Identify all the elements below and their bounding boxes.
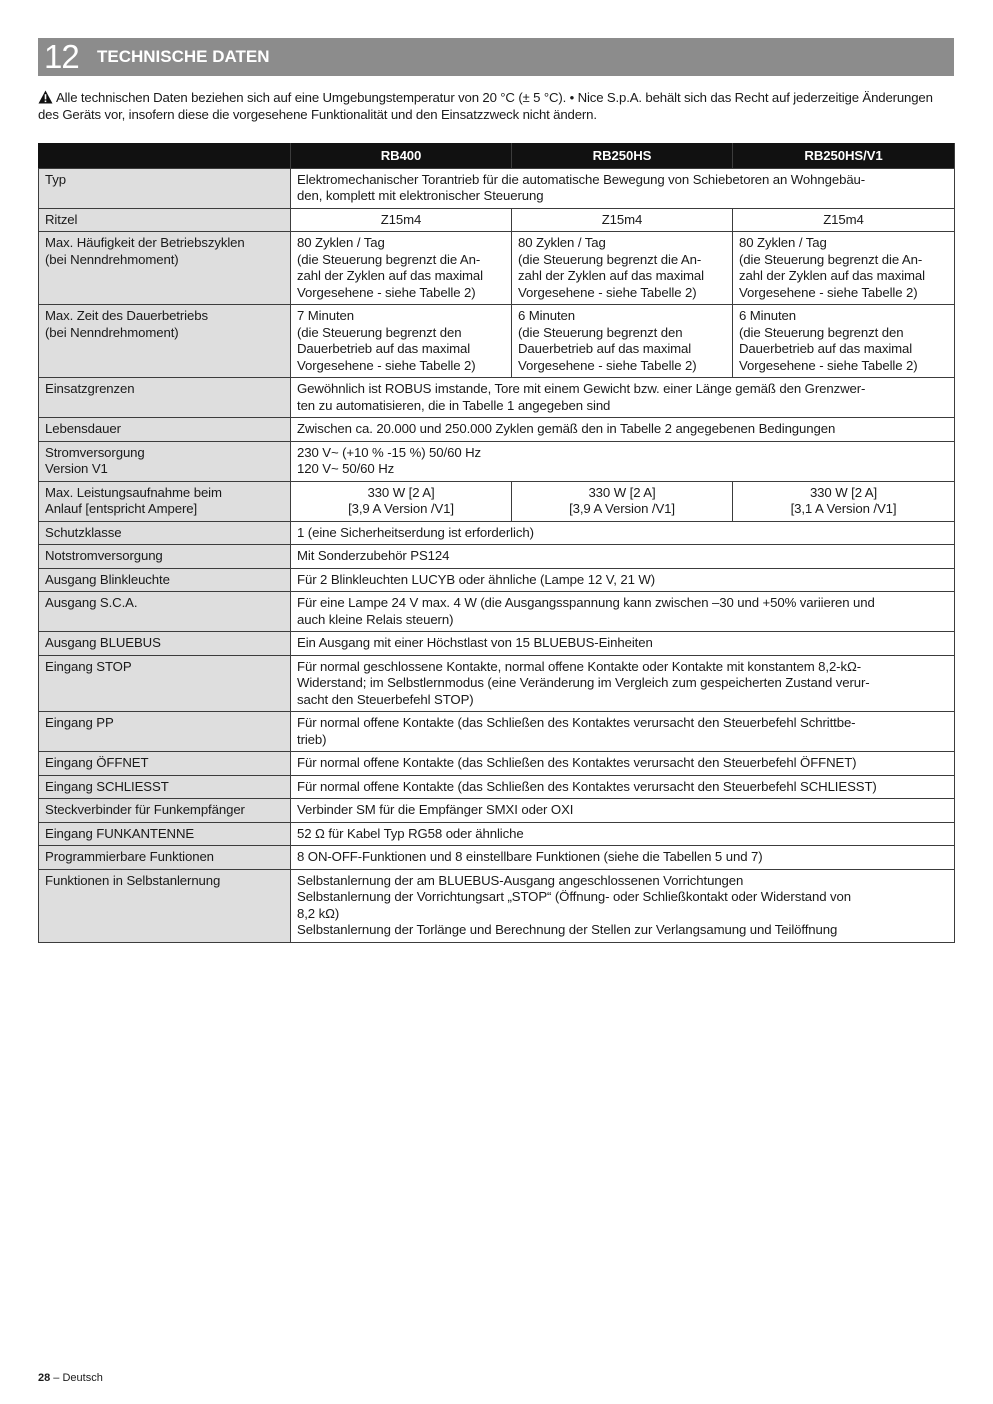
cell-line: (die Steuerung begrenzt die An- <box>739 251 923 267</box>
cell-line: Notstromversorgung <box>45 548 163 563</box>
table-row <box>39 822 955 846</box>
cell-line: 8,2 kΩ) <box>297 905 340 921</box>
table-row <box>39 305 955 378</box>
cell-line: Max. Häufigkeit der Betriebszyklen <box>45 235 245 250</box>
cell-line: Selbstanlernung der am BLUEBUS-Ausgang angeschlossenen Vorrichtungen <box>297 872 744 888</box>
row-label <box>39 521 291 545</box>
row-label <box>39 568 291 592</box>
cell-line: Verbinder SM für die Empfänger SMXI oder OXI <box>297 802 574 817</box>
cell-line: [3,1 A Version /V1] <box>790 501 897 516</box>
table-row <box>39 752 955 776</box>
cell-line: 120 V~ 50/60 Hz <box>297 461 395 476</box>
row-label <box>39 232 291 305</box>
note-text: Alle technischen Daten beziehen sich auf eine Umgebungstemperatur von 20 °C (± 5 °C). • Nice S.p.A. behält sich das Recht auf jederzeitige Änderungen des Geräts vor, insofern diese die vorgesehene Funktionalität und den Einsatzzweck nicht ändern. <box>38 90 933 122</box>
row-label <box>39 305 291 378</box>
cell-line: 6 Minuten <box>739 308 797 323</box>
cell-line: Vorgesehene - siehe Tabelle 2) <box>297 357 476 373</box>
cell-line: Eingang ÖFFNET <box>45 755 149 770</box>
page-number: 28 <box>38 1372 51 1384</box>
cell-line: Eingang SCHLIESST <box>45 778 169 794</box>
cell-line: Z15m4 <box>823 211 864 227</box>
row-value <box>291 592 955 632</box>
header-cell-rb250hs: RB250HS <box>512 144 733 169</box>
row-label <box>39 208 291 232</box>
row-value <box>291 168 955 208</box>
table-row <box>39 418 955 442</box>
table-row <box>39 168 955 208</box>
cell-line: Vorgesehene - siehe Tabelle 2) <box>739 357 918 373</box>
cell-line: (bei Nenndrehmoment) <box>45 251 179 267</box>
cell-line: 80 Zyklen / Tag <box>297 235 385 250</box>
cell-line: (die Steuerung begrenzt den <box>739 324 904 340</box>
cell-line: 330 W [2 A] <box>588 484 656 500</box>
cell-line: Max. Zeit des Dauerbetriebs <box>45 308 208 323</box>
row-value <box>291 521 955 545</box>
section-header <box>38 38 954 76</box>
warning-icon <box>38 90 53 104</box>
cell-line: Widerstand; im Selbstlernmodus (eine Veränderung im Vergleich zum gespeicherten Zustand verur- <box>297 675 870 690</box>
cell-line: Vorgesehene - siehe Tabelle 2) <box>518 357 697 373</box>
row-value <box>733 232 955 305</box>
cell-line: Eingang PP <box>45 715 114 730</box>
row-label <box>39 712 291 752</box>
cell-line: Z15m4 <box>601 211 643 227</box>
table-row <box>39 378 955 418</box>
cell-line: 80 Zyklen / Tag <box>739 235 827 250</box>
cell-line: Lebensdauer <box>45 421 121 436</box>
row-value <box>733 208 955 232</box>
row-value <box>291 568 955 592</box>
table-row <box>39 592 955 632</box>
cell-line: Ritzel <box>45 211 78 227</box>
cell-line: Programmierbare Funktionen <box>45 849 214 864</box>
table-row <box>39 712 955 752</box>
row-value <box>733 305 955 378</box>
table-row <box>39 655 955 712</box>
row-label <box>39 168 291 208</box>
table-row <box>39 799 955 823</box>
cell-line: [3,9 A Version /V1] <box>348 501 454 516</box>
cell-line: [3,9 A Version /V1] <box>569 501 675 516</box>
section-title: TECHNISCHE DATEN <box>97 47 270 66</box>
cell-line: zahl der Zyklen auf das maximal <box>739 268 926 283</box>
row-label <box>39 441 291 481</box>
row-value <box>291 305 512 378</box>
cell-line: zahl der Zyklen auf das maximal <box>297 268 484 283</box>
row-value <box>291 752 955 776</box>
cell-line: 330 W [2 A] <box>367 484 435 500</box>
cell-line: Für normal offene Kontakte (das Schließen des Kontaktes verursacht den Steuerbefehl Schrittbe- <box>297 715 856 730</box>
cell-line: Funktionen in Selbstanlernung <box>45 872 221 888</box>
header-cell-rb250hs-v1: RB250HS/V1 <box>733 144 955 169</box>
row-value <box>291 712 955 752</box>
cell-line: Vorgesehene - siehe Tabelle 2) <box>297 284 476 300</box>
cell-line: (die Steuerung begrenzt den <box>518 324 683 340</box>
cell-line: (die Steuerung begrenzt die An- <box>297 251 481 267</box>
cell-line: Ein Ausgang mit einer Höchstlast von 15 BLUEBUS-Einheiten <box>297 635 653 650</box>
row-label <box>39 418 291 442</box>
cell-line: Für eine Lampe 24 V max. 4 W (die Ausgangsspannung kann zwischen –30 und +50% variieren und <box>297 595 875 610</box>
cell-line: 230 V~ (+10 % -15 %) 50/60 Hz <box>297 444 482 460</box>
table-row <box>39 869 955 942</box>
cell-line: Gewöhnlich ist ROBUS imstande, Tore mit einem Gewicht bzw. einer Länge gemäß den Grenzwer- <box>297 381 866 396</box>
cell-line: 8 ON-OFF-Funktionen und 8 einstellbare Funktionen (siehe die Tabellen 5 und 7) <box>297 849 763 864</box>
footer-separator: – <box>50 1372 63 1384</box>
cell-line: Ausgang S.C.A. <box>45 595 138 610</box>
row-label <box>39 799 291 823</box>
cell-line: Vorgesehene - siehe Tabelle 2) <box>518 284 697 300</box>
cell-line: den, komplett mit elektronischer Steuerung <box>297 188 544 203</box>
row-label <box>39 632 291 656</box>
cell-line: Für normal offene Kontakte (das Schließen des Kontaktes verursacht den Steuerbefehl ÖFFNET) <box>297 755 857 770</box>
row-value <box>291 655 955 712</box>
cell-line: (bei Nenndrehmoment) <box>45 324 179 340</box>
cell-line: Eingang STOP <box>45 658 132 674</box>
cell-line: 80 Zyklen / Tag <box>518 235 606 250</box>
row-label <box>39 846 291 870</box>
cell-line: Selbstanlernung der Torlänge und Berechnung der Stellen zur Verlangsamung und Teilöffnung <box>297 922 838 937</box>
row-value <box>512 208 733 232</box>
row-label <box>39 545 291 569</box>
cell-line: Schutzklasse <box>45 524 122 540</box>
cell-line: Elektromechanischer Torantrieb für die automatische Bewegung von Schiebetoren an Wohngebäu- <box>297 171 866 187</box>
cell-line: Für normal geschlossene Kontakte, normal offene Kontakte oder Kontakte mit konstantem 8,2-kΩ- <box>297 658 862 674</box>
cell-line: trieb) <box>297 731 327 747</box>
cell-line: Dauerbetrieb auf das maximal <box>739 341 913 356</box>
cell-line: Dauerbetrieb auf das maximal <box>518 341 692 356</box>
footer-language: Deutsch <box>62 1372 103 1384</box>
row-value <box>291 799 955 823</box>
row-label <box>39 378 291 418</box>
cell-line: Ausgang BLUEBUS <box>45 635 161 650</box>
section-number: 12 <box>44 38 79 75</box>
table-header-row <box>39 144 955 169</box>
cell-line: Steckverbinder für Funkempfänger <box>45 802 245 817</box>
row-label <box>39 869 291 942</box>
cell-line: sacht den Steuerbefehl STOP) <box>297 691 474 707</box>
row-label <box>39 655 291 712</box>
cell-line: Einsatzgrenzen <box>45 381 135 396</box>
cell-line: 7 Minuten <box>297 308 355 323</box>
cell-line: zahl der Zyklen auf das maximal <box>518 268 705 283</box>
cell-line: Typ <box>45 171 66 187</box>
cell-line: Ausgang Blinkleuchte <box>45 571 170 587</box>
row-label <box>39 752 291 776</box>
header-cell-rb400: RB400 <box>291 144 512 169</box>
row-value <box>733 481 955 521</box>
row-value <box>291 775 955 799</box>
table-row <box>39 846 955 870</box>
row-value <box>291 822 955 846</box>
cell-line: 1 (eine Sicherheitserdung ist erforderlich) <box>297 524 534 540</box>
row-value <box>291 632 955 656</box>
cell-line: 52 Ω für Kabel Typ RG58 oder ähnliche <box>297 825 524 841</box>
cell-line: Für normal offene Kontakte (das Schließen des Kontaktes verursacht den Steuerbefehl SCHLIESST) <box>297 778 877 794</box>
cell-line: (die Steuerung begrenzt die An- <box>518 251 702 267</box>
table-row <box>39 632 955 656</box>
row-value <box>512 305 733 378</box>
page-footer <box>38 1372 103 1384</box>
cell-line: Eingang FUNKANTENNE <box>45 825 195 841</box>
cell-line: Version V1 <box>45 461 108 476</box>
row-value <box>291 481 512 521</box>
row-label <box>39 592 291 632</box>
cell-line: 6 Minuten <box>518 308 576 323</box>
table-row <box>39 208 955 232</box>
cell-line: Mit Sonderzubehör PS124 <box>297 548 450 563</box>
row-value <box>291 208 512 232</box>
general-note <box>38 90 956 123</box>
cell-line: Zwischen ca. 20.000 und 250.000 Zyklen gemäß den in Tabelle 2 angegebenen Bedingungen <box>297 421 836 436</box>
row-value <box>291 378 955 418</box>
row-value <box>291 232 512 305</box>
table-row <box>39 545 955 569</box>
row-value <box>291 441 955 481</box>
cell-line: Für 2 Blinkleuchten LUCYB oder ähnliche (Lampe 12 V, 21 W) <box>297 571 656 587</box>
cell-line: Z15m4 <box>380 211 422 227</box>
table-row <box>39 441 955 481</box>
row-label <box>39 481 291 521</box>
table-row <box>39 521 955 545</box>
table-row <box>39 481 955 521</box>
row-value <box>512 481 733 521</box>
table-row <box>39 232 955 305</box>
cell-line: auch kleine Relais steuern) <box>297 611 454 627</box>
cell-line: Max. Leistungsaufnahme beim <box>45 484 222 500</box>
cell-line: Vorgesehene - siehe Tabelle 2) <box>739 284 918 300</box>
table-row <box>39 775 955 799</box>
row-value <box>291 545 955 569</box>
row-value <box>291 869 955 942</box>
cell-line: (die Steuerung begrenzt den <box>297 324 462 340</box>
cell-line: Anlauf [entspricht Ampere] <box>45 501 198 516</box>
spec-table <box>38 143 955 943</box>
row-value <box>291 846 955 870</box>
row-label <box>39 775 291 799</box>
cell-line: ten zu automatisieren, die in Tabelle 1 angegeben sind <box>297 397 611 413</box>
row-label <box>39 822 291 846</box>
header-cell-label <box>39 144 291 169</box>
row-value <box>291 418 955 442</box>
cell-line: Dauerbetrieb auf das maximal <box>297 341 471 356</box>
cell-line: Stromversorgung <box>45 444 145 460</box>
row-value <box>512 232 733 305</box>
cell-line: 330 W [2 A] <box>809 484 878 500</box>
table-body <box>39 168 955 942</box>
cell-line: Selbstanlernung der Vorrichtungsart „STOP“ (Öffnung- oder Schließkontakt oder Widerstand von <box>297 889 851 904</box>
table-row <box>39 568 955 592</box>
